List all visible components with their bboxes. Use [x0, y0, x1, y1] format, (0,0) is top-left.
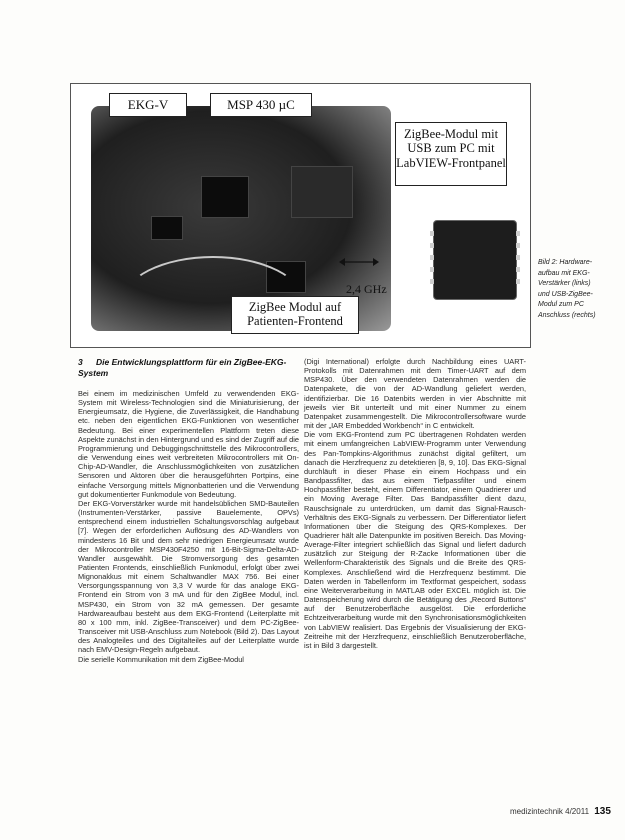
label-zigbee-pc: ZigBee-Modul mit USB zum PC mit LabVIEW-Frontpanel	[395, 122, 507, 186]
journal-name: medizintechnik 4/2011	[510, 807, 590, 816]
paragraph: Die vom EKG-Frontend zum PC übertragenen Rohdaten werden mit einem umfangreichen LabVIEW-Programm unter Verwendung des Pan-Tompkins-Algorithmus zunächst digital gefiltert, um danach die Herzfrequenz zu detektieren [8, 9, 10]. Das EKG-Signal durchläuft in dieser Phase ein einem Hochpass und ein Bandpassfilter, das aus einem Tiefpassfilter und einem Hochpassfilter besteht, einem Differentiator, einem Quadrierer und ein Moving Average Filter. Das Bandpassfilter dient dazu, Rauschsignale zu unterdrücken, um damit das Signal-Rausch-Verhältnis des EKG-Signals zu verbessern. Der Differentiator liefert Informationen über die Steigung des QRS-Komplexes. Der Quadrierer hält alle Datenpunkte im positiven Bereich. Das Moving-Average-Filter integriert schließlich das Signal und liefert dadurch zusätzlich zur Steigung der R-Zacke Informationen über die Wellenform-Charakteristik des Signals und die Breite des QRS-Komplexes. Anschließend wird die Herzfrequenz bestimmt. Die Daten werden in Tabellenform im Textformat gespeichert, sodass eine Weiterverarbeitung in MATLAB oder EXCEL möglich ist. Die Datenspeicherung wird durch die Betätigung des „Record Buttons“ auf der Benutzeroberfläche ausgelöst. Die erforderliche Echtzeitverarbeitung wurde mit den Synchronisationsmöglichkeiten von LabVIEW realisiert. Das Ergebnis der Visualisierung der EKG-Zeitreihe mit der Herzfrequenz, einschließlich Benutzeroberfläche, ist in Bild 3 dargestellt.	[304, 430, 526, 650]
section-heading	[78, 357, 298, 379]
page-footer	[510, 806, 611, 817]
label-zigbee-patient: ZigBee Modul auf Patienten-Frontend	[231, 296, 359, 334]
right-column	[304, 357, 526, 650]
paragraph: Die serielle Kommunikation mit dem ZigBee-Modul	[78, 654, 244, 664]
paragraph: Der EKG-Vorverstärker wurde mit handelsüblichen SMD-Bauteilen (Instrumenten-Verstärker, passive Bauelemente, OPVs) entsprechend einem industriellen Schaltungsvorschlag aufgebaut [7]. Wegen der erforderlichen Auflösung des AD-Wandlers von mindestens 16 Bit und dem sehr niedrigen Energieumsatz wurde der Mikrocontroller MSP430F4250 mit 16-Bit-Sigma-Delta-AD-Wandler ausgewählt. Die Stromversorgung des gesamten Patienten Frontends, einschließlich Funkmodul, erfolgt über zwei Mignonakkus mit einem Schaltwandler MAX 756. Bei einer Versorgungsspannung von 3,3 V wurde für das analoge EKG-Frontend ein Strom von 3 mA und für den ZigBee Modul, incl. MSP430, ein Strom von 32 mA gemessen. Der gesamte Hardwareaufbau besteht aus dem EKG-Frontend (Leiterplatte mit 80 x 100 mm, inkl. ZigBee-Transceiver) und dem PC-ZigBee-Transceiver mit USB-Anschluss zum Notebook (Bild 2). Das Layout des Analogteiles und des Digitalteiles auf der Leiterplatte wurde nach EMV-Design-Regeln aufgebaut.	[78, 498, 299, 655]
page-number: 135	[594, 806, 611, 817]
usb-zigbee-photo	[433, 220, 517, 300]
paragraph: (Digi International) erfolgte durch Nachbildung eines UART-Protokolls mit Datenrahmen mit dem Timer-UART auf dem MSP430. Über den verwendeten Datenrahmen werden die Datenpakete, die von der AD-Wandlung geliefert werden, identifizierbar. Die 16 Datenbits werden in vier Abschnitte mit jeweils vier Bit unterteilt und mit einer Nummer zu einem Datenpaket zusammengestellt. Die Mikrocontrollersoftware wurde mit der „IAR Embedded Workbench“ in C entwickelt.	[304, 357, 526, 431]
hardware-figure	[70, 83, 531, 348]
double-arrow-icon	[339, 256, 379, 268]
frequency-label: 2,4 GHz	[346, 282, 387, 296]
left-column	[78, 389, 299, 664]
label-msp430: MSP 430 µC	[210, 93, 312, 117]
paragraph: Bei einem im medizinischen Umfeld zu verwendenden EKG-System mit Wireless-Technologien sind die Miniaturisierung, der Energieumsatz, die Hygiene, die Zuverlässigkeit, die Handhabung etc. neben den eigentlichen EKG-Funktionen von wesentlicher Bedeutung. Bei einer experimentellen Plattform treten diese Aspekte zunächst in den Hintergrund und es sind der Zugriff auf die Programmierung und Debuggingschnittstelle des Mikrocontrollers, die Verwendung eines weit verbreiteten Mikrocontrollers mit On-Chip-AD-Wandler, die Anschlussmöglichkeiten von zusätzlichen Sensoren und Aktoren über die herausgeführten Portpins, eine einfache Versorgung mittels Mignonbatterien und die Verwendung gut dokumentierter Funkmodule von Bedeutung.	[78, 389, 299, 499]
figure-caption: Bild 2: Hardwareaufbau mit EKG-Verstärker (links) und USB-ZigBee-Modul zum PC Anschluss (rechts)	[538, 259, 596, 319]
section-title: Die Entwicklungsplattform für ein ZigBee-EKG-System	[78, 357, 287, 378]
label-ekg-amplifier: EKG-V	[109, 93, 187, 117]
section-number: 3	[78, 357, 83, 367]
